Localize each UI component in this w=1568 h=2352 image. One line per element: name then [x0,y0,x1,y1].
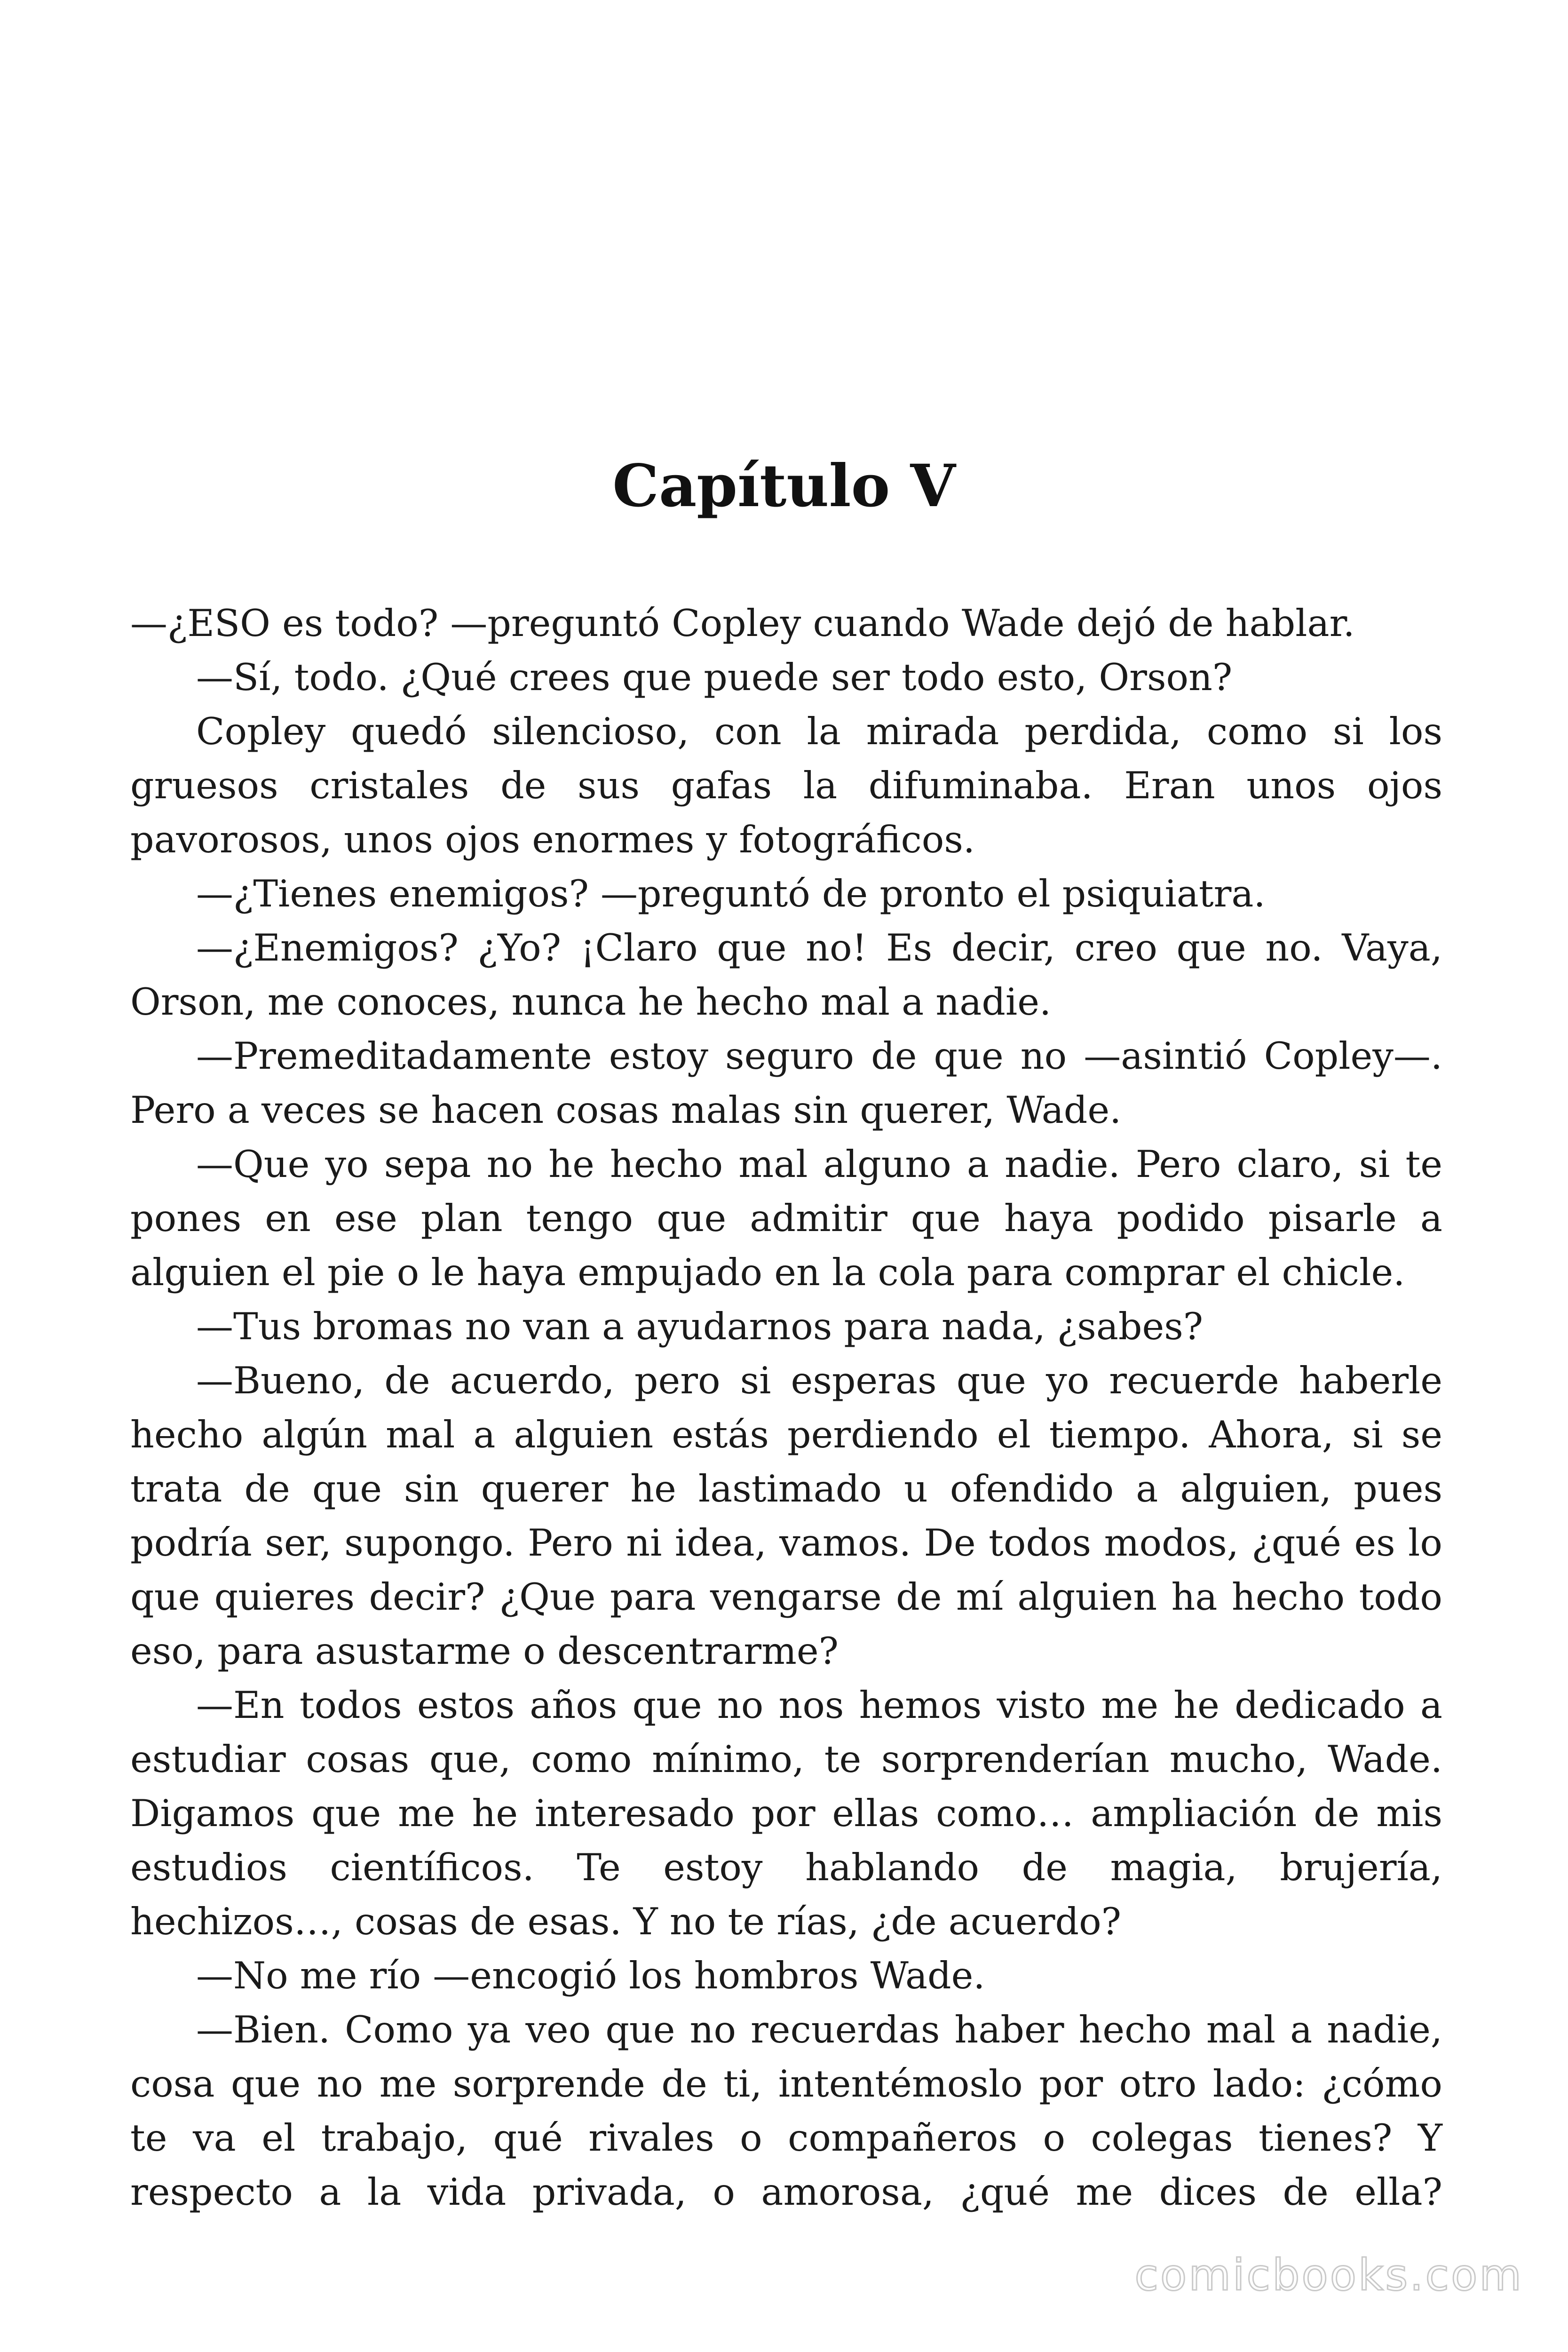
paragraph-5: —¿Enemigos? ¿Yo? ¡Claro que no! Es decir, creo que no. Vaya, Orson, me conoces, nunca he hecho mal a nadie. [130,926,1442,1024]
paragraph-7: —Que yo sepa no he hecho mal alguno a nadie. Pero claro, si te pones en ese plan tengo que admitir que haya podido pisarle a alguien el pie o le haya empujado en la cola para comprar el chicle. [130,1143,1442,1294]
paragraph-3: Copley quedó silencioso, con la mirada perdida, como si los gruesos cristales de sus gafas la difuminaba. Eran unos ojos pavorosos, unos ojos enormes y fotográficos. [130,710,1442,861]
paragraph-10: —En todos estos años que no nos hemos visto me he dedicado a estudiar cosas que, como mínimo, te sorprenderían mucho, Wade. Digamos que me he interesado por ellas como… ampliación de mis estudios científicos. Te estoy hablando de magia, brujería, hechizos…, cosas de esas. Y no te rías, ¿de acuerdo? [130,1684,1442,1943]
paragraph-6: —Premeditadamente estoy seguro de que no —asintió Copley—. Pero a veces se hacen cosas malas sin querer, Wade. [130,1034,1442,1132]
paragraph-9: —Bueno, de acuerdo, pero si esperas que yo recuerde haberle hecho algún mal a alguien estás perdiendo el tiempo. Ahora, si se trata de que sin querer he lastimado u ofendido a alguien, pues podría ser, supongo. Pero ni idea, vamos. De todos modos, ¿qué es lo que quieres decir? ¿Que para vengarse de mí alguien ha hecho todo eso, para asustarme o descentrarme? [130,1359,1442,1673]
paragraph-2: —Sí, todo. ¿Qué crees que puede ser todo esto, Orson? [196,656,1233,699]
paragraph-4: —¿Tienes enemigos? —preguntó de pronto el psiquiatra. [196,872,1266,915]
paragraph-8: —Tus bromas no van a ayudarnos para nada, ¿sabes? [196,1305,1204,1348]
paragraph-11: —No me río —encogió los hombros Wade. [196,1954,985,1997]
chapter-title: Capítulo V [612,452,956,520]
chapter-body [130,596,1442,2219]
paragraph-1: —¿ESO es todo? —preguntó Copley cuando Wade dejó de hablar. [130,602,1355,645]
watermark-logo: comicbooks.com [1134,2250,1523,2300]
paragraph-12: —Bien. Como ya veo que no recuerdas haber hecho mal a nadie, cosa que no me sorprende de ti, intentémoslo por otro lado: ¿cómo te va el trabajo, qué rivales o compañeros o colegas tienes? Y respecto a la vida privada, o amorosa, ¿qué me dices de ella? [130,2008,1442,2214]
